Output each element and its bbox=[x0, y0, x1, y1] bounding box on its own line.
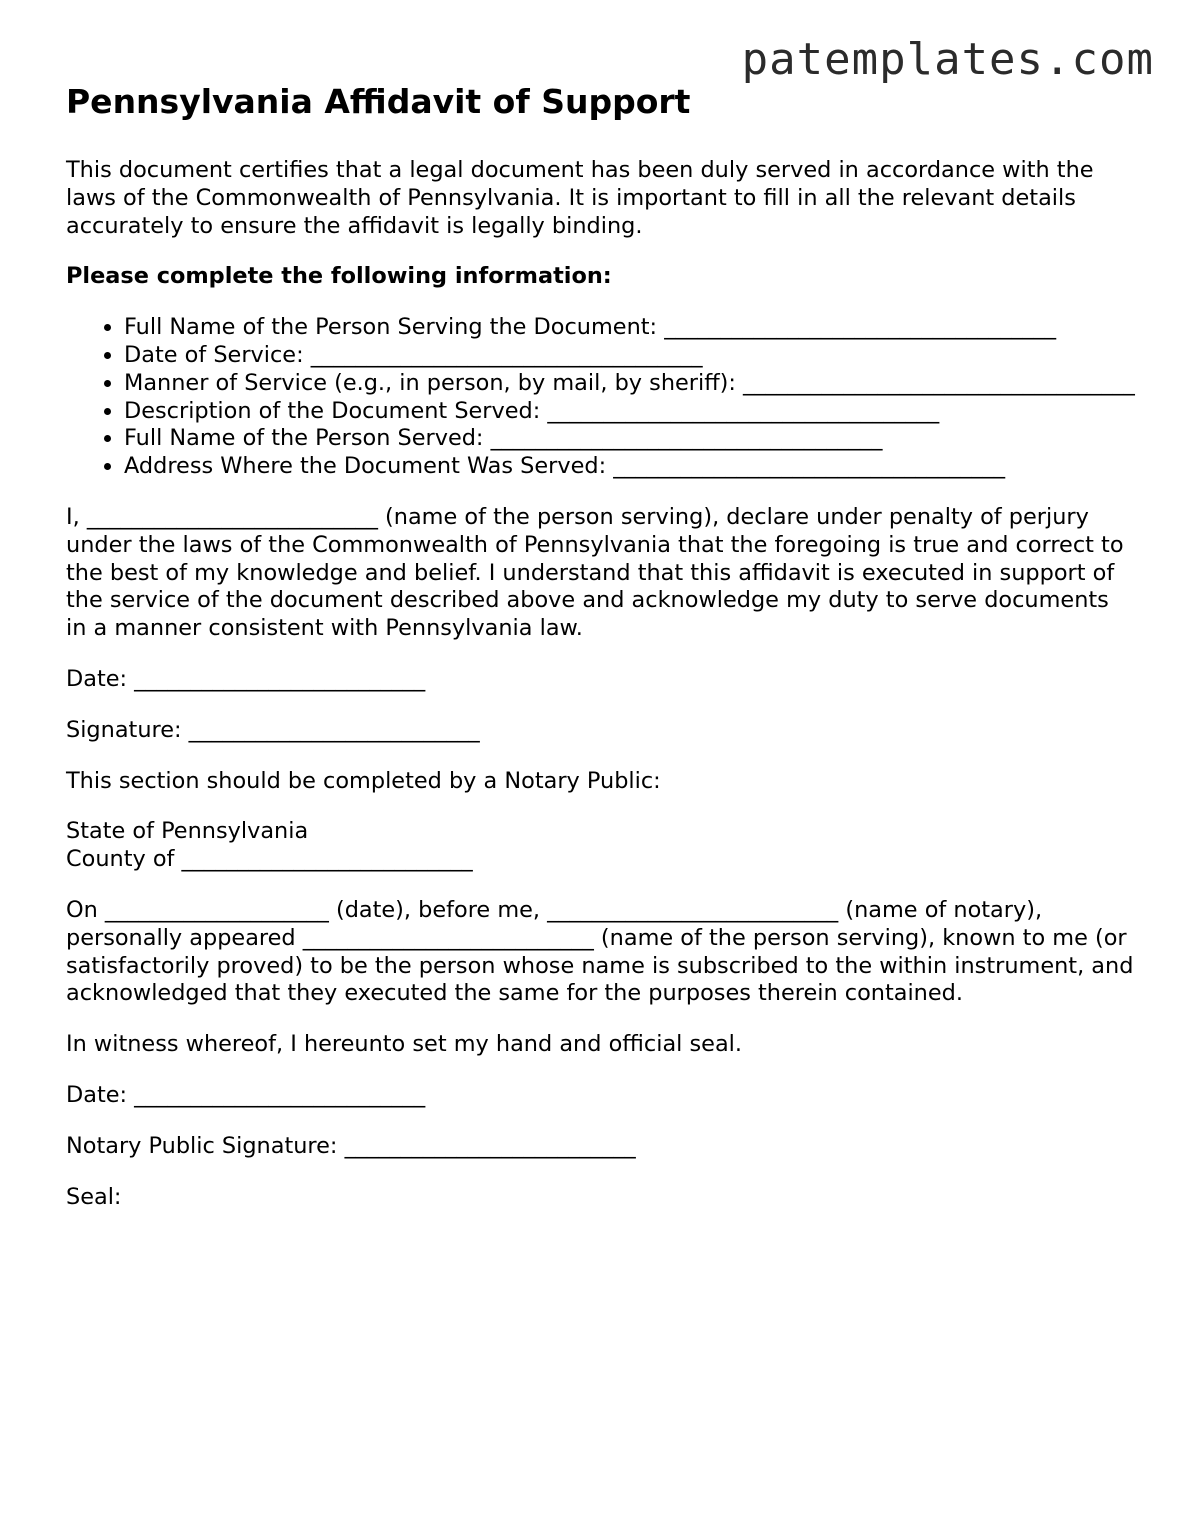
signature-line: Signature: __________________________ bbox=[66, 716, 480, 743]
field-service-address: • Address Where the Document Was Served: ___________________________________ bbox=[124, 453, 1136, 481]
watermark: patemplates.com bbox=[741, 34, 1154, 85]
intro-paragraph: This document certifies that a legal document has been duly served in accordance with the laws of the Commonwealth of Pennsylvania. It is important to fill in all the relevant details accurately to ensure the affidavit is legally binding. bbox=[66, 157, 1094, 239]
county-line: County of __________________________ bbox=[66, 846, 473, 873]
witness-statement: In witness whereof, I hereunto set my hand and official seal. bbox=[66, 1031, 743, 1058]
date-line: Date: __________________________ bbox=[66, 665, 426, 692]
acknowledgment-paragraph: On ____________________ (date), before me, __________________________ (name of notary), personally appeared __________________________ (name of the person serving), known to me (or satisfactorily proved) to be the person whose name is subscribed to the within instrument, and acknowledged that they executed the same for the purposes therein contained. bbox=[66, 896, 1134, 1007]
field-date-of-service: • Date of Service: ___________________________________ bbox=[124, 342, 1136, 370]
field-person-served: • Full Name of the Person Served: ___________________________________ bbox=[124, 425, 1136, 453]
field-document-description: • Description of the Document Served: ___________________________________ bbox=[124, 398, 1136, 426]
field-manner-of-service: • Manner of Service (e.g., in person, by mail, by sheriff): ___________________________________ bbox=[124, 370, 1136, 398]
notary-intro: This section should be completed by a Notary Public: bbox=[66, 767, 661, 794]
field-server-name: • Full Name of the Person Serving the Document: ___________________________________ bbox=[124, 314, 1136, 342]
info-heading: Please complete the following information: bbox=[66, 263, 612, 290]
state-line: State of Pennsylvania bbox=[66, 818, 309, 845]
notary-date-line: Date: __________________________ bbox=[66, 1081, 426, 1108]
page-title: Pennsylvania Affidavit of Support bbox=[66, 82, 691, 121]
notary-signature-line: Notary Public Signature: __________________________ bbox=[66, 1132, 636, 1159]
venue-block bbox=[66, 818, 1136, 874]
declaration-paragraph: I, __________________________ (name of the person serving), declare under penalty of perjury under the laws of the Commonwealth of Pennsylvania that the foregoing is true and correct to the best of my knowledge and belief. I understand that this affidavit is executed in support of the service of the document described above and acknowledge my duty to serve documents in a manner consistent with Pennsylvania law. bbox=[66, 503, 1124, 642]
seal-label: Seal: bbox=[66, 1183, 122, 1210]
document-page bbox=[66, 82, 1136, 1234]
field-list bbox=[66, 314, 1136, 481]
